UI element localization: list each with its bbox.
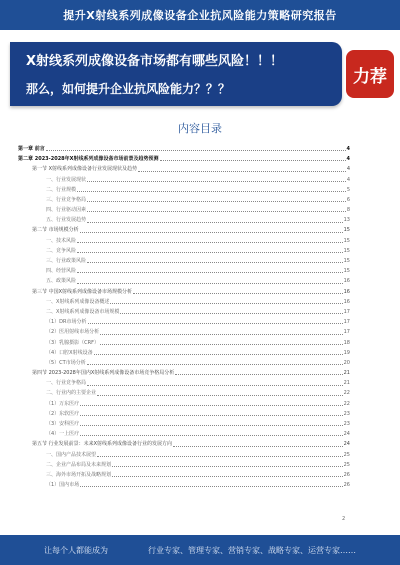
risk-question-banner	[10, 42, 342, 106]
toc-entry-text: 一、国内产品技术展望	[46, 451, 97, 458]
toc-entry-text: 二、竞争风险	[46, 247, 77, 254]
toc-entry-page: 17	[343, 308, 350, 315]
toc-entry[interactable]	[18, 236, 350, 246]
page-number: 2	[342, 516, 346, 522]
toc-entry-text: 五、行业发展趋势	[46, 217, 87, 224]
toc-entry-text: （4）口腔X射线设备	[46, 349, 93, 356]
toc-leader-dots	[46, 150, 346, 151]
toc-entry[interactable]	[18, 419, 350, 429]
toc-leader-dots	[77, 242, 343, 243]
toc-leader-dots	[77, 272, 343, 273]
toc-entry-page: 15	[343, 247, 350, 254]
toc-entry[interactable]	[18, 287, 350, 297]
toc-entry[interactable]	[18, 327, 350, 337]
toc-entry-text: （1）万东医疗	[46, 400, 80, 407]
toc-entry[interactable]	[18, 195, 350, 205]
toc-entry-page: 19	[343, 349, 350, 356]
toc-entry[interactable]	[18, 226, 350, 236]
toc-entry-page: 21	[343, 380, 350, 387]
toc-leader-dots	[80, 425, 342, 426]
toc-entry-page: 15	[343, 237, 350, 244]
report-title: 提升X射线系列成像设备企业抗风险能力策略研究报告	[63, 9, 337, 22]
toc-entry[interactable]	[18, 358, 350, 368]
toc-leader-dots	[87, 364, 343, 365]
toc-entry-page: 17	[343, 319, 350, 326]
toc-leader-dots	[120, 313, 342, 314]
toc-entry[interactable]	[18, 256, 350, 266]
toc-entry[interactable]	[18, 338, 350, 348]
toc-entry-text: 四、行业驱动因素	[46, 207, 87, 214]
toc-entry[interactable]	[18, 470, 350, 480]
toc-entry-page: 22	[343, 390, 350, 397]
toc-leader-dots	[80, 486, 342, 487]
toc-entry-text: 二、行业内的主要企业	[46, 390, 97, 397]
toc-entry[interactable]	[18, 276, 350, 286]
toc-entry[interactable]	[18, 399, 350, 409]
toc-entry-text: （2）医用射线市场分析	[46, 329, 100, 336]
toc-entry[interactable]	[18, 378, 350, 388]
toc-leader-dots	[173, 446, 343, 447]
toc-entry-page: 23	[343, 410, 350, 417]
toc-entry[interactable]	[18, 368, 350, 378]
toc-entry[interactable]	[18, 154, 350, 164]
toc-leader-dots	[100, 334, 342, 335]
toc-entry-page: 17	[343, 329, 350, 336]
toc-leader-dots	[175, 374, 342, 375]
toc-entry-text: 一、技术风险	[46, 237, 77, 244]
toc-leader-dots	[80, 415, 342, 416]
footer-bar	[0, 535, 400, 565]
toc-entry-page: 24	[343, 431, 350, 438]
badge-text: 力荐	[353, 66, 387, 87]
toc-entry[interactable]	[18, 246, 350, 256]
toc-entry-text: 第五节 行业发展前景：未来X射线系列成像设备行业的发展方向	[32, 441, 173, 448]
toc-entry-page: 22	[343, 400, 350, 407]
toc-entry-page: 16	[343, 278, 350, 285]
table-of-contents	[18, 144, 350, 532]
toc-entry[interactable]	[18, 480, 350, 490]
toc-leader-dots	[133, 293, 343, 294]
toc-entry-page: 6	[346, 196, 350, 203]
toc-leader-dots	[97, 456, 343, 457]
toc-entry-page: 4	[346, 176, 350, 183]
toc-entry-text: 五、政策风险	[46, 278, 77, 285]
toc-entry-text: 一、行业发展现状	[46, 176, 87, 183]
toc-entry-text: （3）乳腺摄影（CRF）	[46, 339, 100, 346]
toc-leader-dots	[77, 191, 346, 192]
toc-leader-dots	[160, 160, 346, 161]
toc-entry[interactable]	[18, 175, 350, 185]
toc-leader-dots	[94, 354, 343, 355]
toc-entry-page: 18	[343, 339, 350, 346]
toc-entry[interactable]	[18, 450, 350, 460]
toc-entry-page: 15	[343, 227, 350, 234]
toc-entry-text: 三、行业竞争格局	[46, 196, 87, 203]
toc-leader-dots	[138, 171, 346, 172]
toc-leader-dots	[112, 466, 343, 467]
toc-leader-dots	[110, 303, 342, 304]
report-header-bar	[0, 0, 400, 30]
toc-entry-text: （1）国内市场	[46, 482, 80, 489]
toc-entry-text: （3）安科医疗	[46, 421, 80, 428]
toc-entry[interactable]	[18, 317, 350, 327]
toc-leader-dots	[87, 181, 346, 182]
toc-entry-page: 26	[343, 482, 350, 489]
toc-entry-page: 4	[346, 166, 350, 173]
toc-entry[interactable]	[18, 297, 350, 307]
toc-leader-dots	[87, 222, 343, 223]
banner-line-1: X射线系列成像设备市场都有哪些风险！！！	[26, 54, 284, 69]
toc-entry-text: 第一节 X射线系列成像设备行业发展现状及趋势	[32, 166, 138, 173]
toc-entry-text: 第四节 2023-2028年国内X射线系列成像设备市场竞争格局分析	[32, 370, 175, 377]
toc-entry[interactable]	[18, 439, 350, 449]
toc-entry[interactable]	[18, 429, 350, 439]
toc-entry-page: 8	[346, 207, 350, 214]
toc-entry-text: 三、行业政策风险	[46, 258, 87, 265]
toc-entry[interactable]	[18, 205, 350, 215]
toc-entry[interactable]	[18, 266, 350, 276]
toc-entry-page: 5	[346, 186, 350, 193]
toc-entry-text: 第二章 2023-2028年X射线系列成像设备市场前景及趋势预测	[18, 156, 159, 163]
toc-entry[interactable]	[18, 185, 350, 195]
toc-entry[interactable]	[18, 164, 350, 174]
banner-line-2: 那么，如何提升企业抗风险能力？？？	[26, 82, 231, 96]
toc-leader-dots	[80, 435, 342, 436]
footer-slogan-right: 行业专家、管理专家、营销专家、战略专家、运营专家……	[148, 545, 356, 555]
toc-leader-dots	[100, 344, 343, 345]
toc-leader-dots	[87, 201, 346, 202]
toc-entry-page: 25	[343, 451, 350, 458]
toc-entry[interactable]	[18, 215, 350, 225]
toc-entry-text: （5）CT市场分析	[46, 359, 86, 366]
toc-entry-text: （4）一上医疗	[46, 431, 80, 438]
toc-leader-dots	[87, 262, 343, 263]
toc-entry[interactable]	[18, 409, 350, 419]
toc-entry-page: 4	[346, 156, 350, 163]
toc-entry-page: 26	[343, 471, 350, 478]
toc-entry-page: 15	[343, 258, 350, 265]
toc-entry-text: 第三节 中国X射线系列成像设备市场规模分析	[32, 288, 133, 295]
toc-leader-dots	[77, 252, 343, 253]
recommend-badge	[346, 50, 394, 98]
toc-entry-page: 25	[343, 461, 350, 468]
toc-entry[interactable]	[18, 144, 350, 154]
toc-entry-text: 第二节 市场规模分析	[32, 227, 79, 234]
toc-leader-dots	[77, 283, 343, 284]
toc-entry-text: 二、X射线系列成像设备市场规模	[46, 308, 120, 315]
toc-entry-page: 24	[343, 441, 350, 448]
toc-entry-page: 16	[343, 298, 350, 305]
toc-entry[interactable]	[18, 460, 350, 470]
toc-leader-dots	[87, 211, 346, 212]
toc-leader-dots	[88, 323, 343, 324]
toc-entry[interactable]	[18, 307, 350, 317]
toc-leader-dots	[87, 385, 343, 386]
toc-entry-page: 4	[346, 145, 350, 152]
toc-entry-text: （2）东软医疗	[46, 410, 80, 417]
toc-entry-text: 一、X射线系列成像设备概述	[46, 298, 110, 305]
toc-entry[interactable]	[18, 348, 350, 358]
toc-entry-page: 20	[343, 359, 350, 366]
toc-title: 内容目录	[178, 122, 222, 135]
toc-entry-text: 三、海外市场开拓及战略规划	[46, 471, 112, 478]
toc-entry[interactable]	[18, 389, 350, 399]
toc-entry-text: 二、行业规模	[46, 186, 77, 193]
toc-entry-text: 第一章 前言	[18, 145, 45, 152]
toc-leader-dots	[80, 405, 342, 406]
footer-slogan-left: 让每个人都能成为	[44, 545, 108, 555]
toc-entry-text: 二、企业产品布局及未来规划	[46, 461, 112, 468]
toc-entry-text: 四、经营风险	[46, 268, 77, 275]
toc-leader-dots	[112, 476, 343, 477]
toc-entry-text: 一、行业竞争格局	[46, 380, 87, 387]
toc-entry-page: 23	[343, 421, 350, 428]
toc-entry-text: （1）DR市场分析	[46, 319, 87, 326]
toc-leader-dots	[80, 232, 343, 233]
toc-entry-page: 13	[343, 217, 350, 224]
toc-entry-page: 16	[343, 288, 350, 295]
toc-leader-dots	[97, 395, 343, 396]
toc-entry-page: 21	[343, 370, 350, 377]
toc-entry-page: 15	[343, 268, 350, 275]
